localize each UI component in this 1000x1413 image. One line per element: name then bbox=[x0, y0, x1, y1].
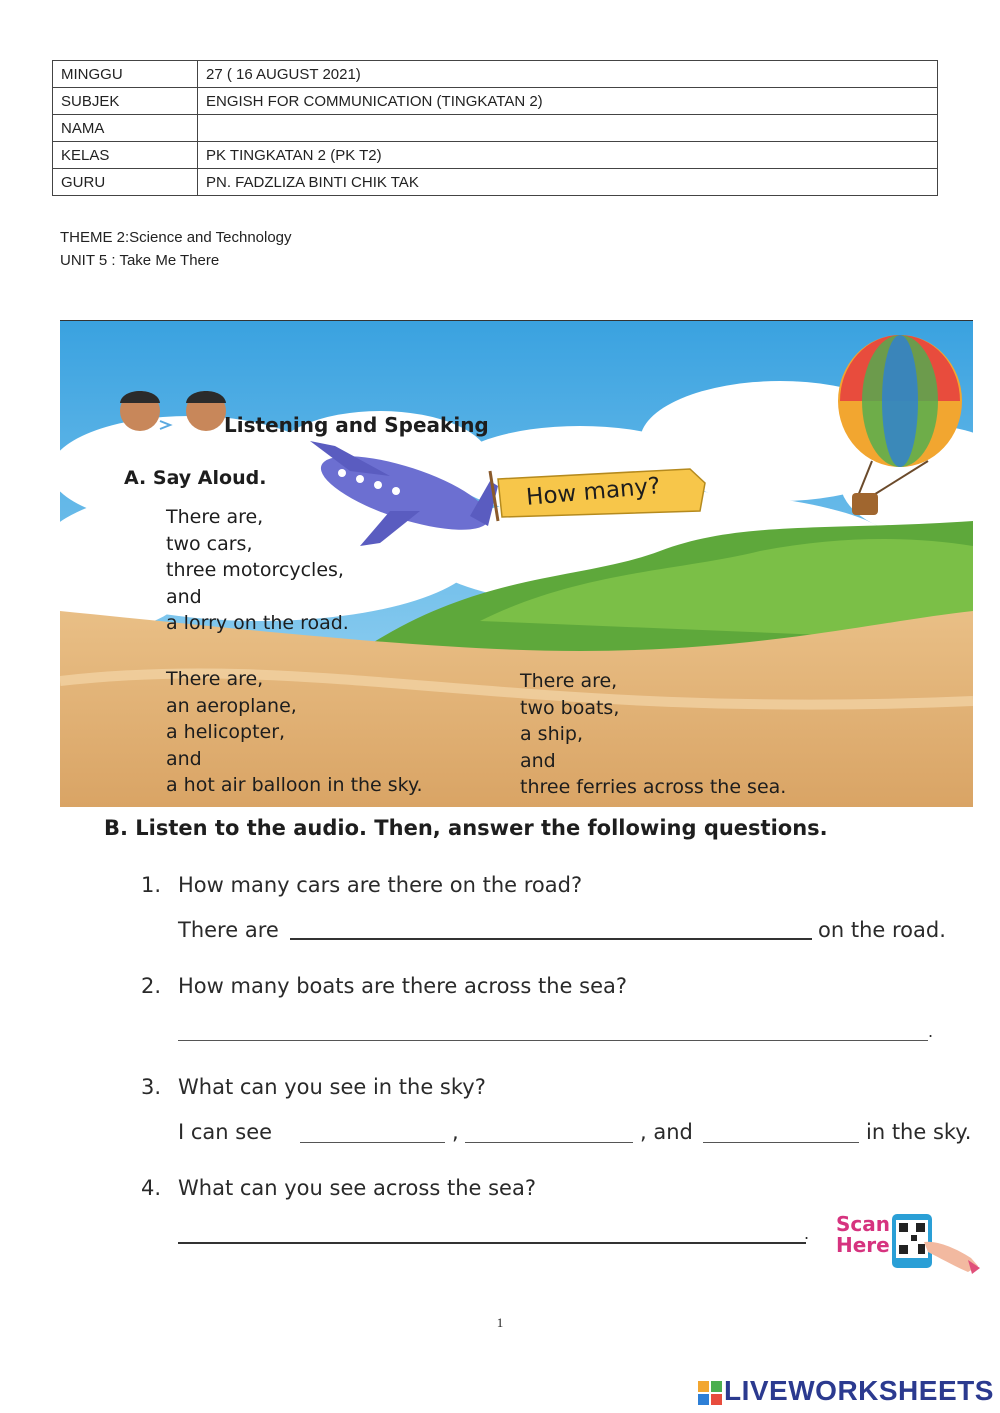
info-label: GURU bbox=[53, 169, 198, 196]
name-input-cell[interactable] bbox=[198, 115, 938, 142]
illustration-panel bbox=[60, 320, 973, 807]
q2-answer-blank[interactable] bbox=[178, 1020, 928, 1041]
q3-and: , and bbox=[640, 1120, 693, 1144]
question-4: What can you see across the sea? bbox=[178, 1176, 536, 1200]
q3-blank-3[interactable] bbox=[703, 1122, 859, 1143]
section-title: Listening and Speaking bbox=[224, 413, 489, 437]
q2-end: . bbox=[928, 1022, 934, 1041]
info-value: 27 ( 16 AUGUST 2021) bbox=[198, 61, 938, 88]
info-row-minggu bbox=[53, 61, 938, 88]
banner-text: How many? bbox=[525, 473, 662, 511]
info-row-guru bbox=[53, 169, 938, 196]
qr-phone-icon bbox=[836, 1212, 981, 1274]
q3-suffix: in the sky. bbox=[866, 1120, 972, 1144]
info-label: MINGGU bbox=[53, 61, 198, 88]
poem-sea: There are, two boats, a ship, and three ferries across the sea. bbox=[520, 670, 787, 798]
liveworksheets-logo-icon bbox=[698, 1381, 722, 1405]
q3-comma: , bbox=[452, 1120, 459, 1144]
q3-prefix: I can see bbox=[178, 1120, 273, 1144]
theme-label: THEME 2:Science and Technology bbox=[60, 229, 292, 246]
q3-blank-2[interactable] bbox=[465, 1122, 633, 1143]
q3-blank-1[interactable] bbox=[300, 1122, 445, 1143]
info-row-subjek bbox=[53, 88, 938, 115]
question-3: What can you see in the sky? bbox=[178, 1075, 486, 1099]
poem-road: There are, two cars, three motorcycles, and a lorry on the road. bbox=[166, 506, 349, 634]
info-row-kelas bbox=[53, 142, 938, 169]
q4-end: . bbox=[804, 1224, 810, 1243]
scan-text: Scan Here bbox=[836, 1212, 890, 1257]
info-table bbox=[52, 60, 938, 196]
info-row-nama bbox=[53, 115, 938, 142]
q4-answer-blank[interactable] bbox=[178, 1222, 806, 1244]
page-number: 1 bbox=[496, 1315, 504, 1330]
liveworksheets-text: LIVEWORKSHEETS bbox=[724, 1375, 994, 1406]
section-b-heading: B. Listen to the audio. Then, answer the following questions. bbox=[104, 816, 828, 840]
info-value: PK TINGKATAN 2 (PK T2) bbox=[198, 142, 938, 169]
q1-prefix: There are bbox=[178, 918, 279, 942]
q1-answer-blank[interactable] bbox=[290, 918, 812, 940]
info-value: ENGISH FOR COMMUNICATION (TINGKATAN 2) bbox=[198, 88, 938, 115]
q1-suffix: on the road. bbox=[818, 918, 946, 942]
info-value: PN. FADZLIZA BINTI CHIK TAK bbox=[198, 169, 938, 196]
question-number: 2. bbox=[141, 974, 162, 998]
poem-sky: There are, an aeroplane, a helicopter, and a hot air balloon in the sky. bbox=[166, 668, 423, 796]
section-a-heading: A. Say Aloud. bbox=[124, 467, 267, 489]
question-1: How many cars are there on the road? bbox=[178, 873, 583, 897]
info-label: SUBJEK bbox=[53, 88, 198, 115]
question-number: 3. bbox=[141, 1075, 162, 1099]
scan-here-badge[interactable] bbox=[836, 1212, 981, 1274]
info-label: KELAS bbox=[53, 142, 198, 169]
unit-label: UNIT 5 : Take Me There bbox=[60, 252, 220, 269]
question-number: 4. bbox=[141, 1176, 162, 1200]
question-2: How many boats are there across the sea? bbox=[178, 974, 627, 998]
question-number: 1. bbox=[141, 873, 162, 897]
info-label: NAMA bbox=[53, 115, 198, 142]
